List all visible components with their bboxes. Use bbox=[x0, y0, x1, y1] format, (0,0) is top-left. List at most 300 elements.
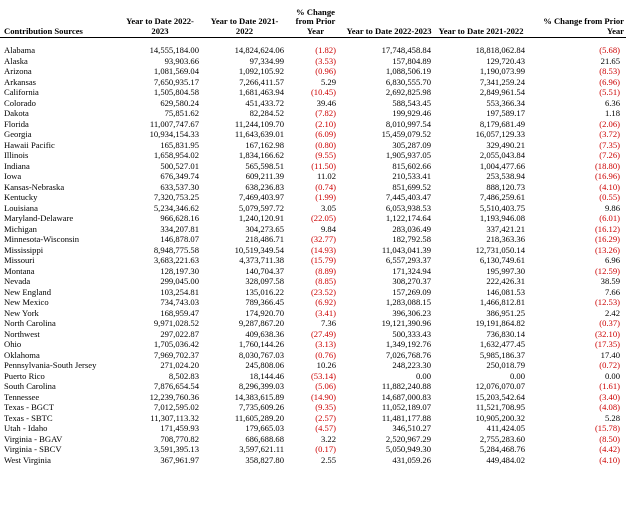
ytd-2022-a: 10,519,349.54 bbox=[234, 244, 284, 255]
source-name: New Mexico bbox=[4, 297, 49, 307]
pct-change-a: (10.45) bbox=[310, 87, 336, 97]
source-name: Texas - BGCT bbox=[4, 402, 54, 412]
table-row bbox=[0, 455, 626, 466]
table-row bbox=[0, 66, 626, 77]
ytd-2022-a: 7,735,609.26 bbox=[238, 402, 284, 412]
source-name: Michigan bbox=[4, 223, 37, 234]
source-name: Maryland-Delaware bbox=[4, 213, 74, 223]
pct-change-a: (9.55) bbox=[315, 150, 336, 160]
table-row bbox=[0, 150, 626, 161]
ytd-2023-a: 103,254.81 bbox=[160, 286, 199, 297]
pct-change-a: (6.09) bbox=[315, 129, 336, 139]
ytd-2022-a: 409,638.36 bbox=[245, 328, 284, 339]
ytd-2022-b: 337,421.21 bbox=[486, 223, 525, 234]
header-ytd-2023-a: Year to Date 2022-2023 bbox=[118, 0, 202, 38]
ytd-2023-a: 8,502.83 bbox=[168, 370, 199, 381]
source-name: North Carolina bbox=[4, 318, 56, 328]
pct-change-a: (6.92) bbox=[315, 297, 336, 307]
ytd-2022-a: 135,016.22 bbox=[245, 286, 284, 297]
table-row bbox=[0, 297, 626, 308]
table-row bbox=[0, 182, 626, 193]
ytd-2022-a: 328,097.58 bbox=[245, 276, 284, 286]
ytd-2022-b: 218,363.36 bbox=[486, 234, 525, 244]
ytd-2023-a: 7,876,654.54 bbox=[153, 381, 199, 391]
ytd-2023-b: 182,792.58 bbox=[392, 234, 431, 244]
pct-change-b: (17.35) bbox=[594, 339, 620, 349]
ytd-2023-b: 11,052,189.07 bbox=[381, 402, 431, 412]
pct-change-b: (3.40) bbox=[599, 391, 620, 402]
ytd-2022-a: 638,236.83 bbox=[245, 181, 284, 192]
pct-change-a: (32.77) bbox=[310, 234, 336, 244]
pct-change-a: (3.13) bbox=[315, 339, 336, 349]
source-name: Montana bbox=[4, 265, 35, 276]
pct-change-a: (5.06) bbox=[315, 381, 336, 391]
ytd-2023-a: 271,024.20 bbox=[160, 360, 199, 370]
pct-change-a: (2.10) bbox=[315, 118, 336, 129]
ytd-2023-a: 708,770.82 bbox=[160, 433, 199, 444]
ytd-2023-b: 1,122,174.64 bbox=[385, 213, 431, 223]
source-name: Kansas-Nebraska bbox=[4, 181, 65, 192]
ytd-2023-a: 3,683,221.63 bbox=[153, 255, 199, 265]
ytd-2022-b: 253,538.94 bbox=[486, 171, 525, 181]
ytd-2023-a: 5,234,346.62 bbox=[153, 202, 199, 213]
ytd-2023-b: 8,010,997.54 bbox=[385, 118, 431, 129]
pct-change-a: (1.82) bbox=[315, 45, 336, 55]
ytd-2022-b: 736,830.14 bbox=[486, 328, 525, 339]
pct-change-a: (0.74) bbox=[315, 181, 336, 192]
source-name: Florida bbox=[4, 118, 29, 129]
source-name: Indiana bbox=[4, 160, 30, 171]
ytd-2022-b: 7,486,259.61 bbox=[479, 192, 525, 202]
source-name: Georgia bbox=[4, 129, 32, 139]
pct-change-a: (8.89) bbox=[315, 265, 336, 276]
ytd-2022-b: 19,191,864.82 bbox=[475, 318, 525, 328]
pct-change-a: (15.79) bbox=[310, 255, 336, 265]
ytd-2023-b: 346,510.27 bbox=[392, 423, 431, 433]
ytd-2022-b: 1,193,946.08 bbox=[479, 213, 525, 223]
ytd-2023-a: 14,555,184.00 bbox=[149, 45, 199, 55]
pct-change-a: (53.14) bbox=[310, 370, 336, 381]
ytd-2022-a: 686,688.68 bbox=[245, 433, 284, 444]
pct-change-a: (0.80) bbox=[315, 139, 336, 150]
pct-change-b: (7.35) bbox=[599, 139, 620, 150]
ytd-2023-b: 5,050,949.30 bbox=[385, 444, 431, 454]
ytd-2022-b: 329,490.21 bbox=[486, 139, 525, 150]
table-row bbox=[0, 329, 626, 340]
pct-change-a: 9.84 bbox=[320, 223, 336, 234]
pct-change-a: (3.41) bbox=[315, 307, 336, 318]
pct-change-b: 21.65 bbox=[600, 55, 620, 66]
ytd-2022-a: 565,598.51 bbox=[245, 160, 284, 171]
ytd-2023-a: 1,081,569.04 bbox=[153, 66, 199, 76]
ytd-2022-a: 5,079,597.72 bbox=[238, 202, 284, 213]
ytd-2023-b: 1,088,506.19 bbox=[385, 66, 431, 76]
ytd-2023-a: 9,971,028.52 bbox=[153, 318, 199, 328]
ytd-2023-a: 7,969,702.37 bbox=[153, 349, 199, 360]
ytd-2022-b: 8,179,681.49 bbox=[479, 118, 525, 129]
ytd-2023-a: 168,959.47 bbox=[160, 307, 199, 318]
source-name: Arkansas bbox=[4, 76, 36, 87]
ytd-2023-b: 0.00 bbox=[415, 370, 431, 381]
ytd-2022-a: 11,244,109.70 bbox=[234, 118, 284, 129]
pct-change-b: 17.40 bbox=[600, 349, 620, 360]
ytd-2022-b: 16,057,129.33 bbox=[475, 129, 525, 139]
ytd-2023-a: 367,961.97 bbox=[160, 454, 199, 465]
header-ytd-2022-b: Year to Date 2021-2022 bbox=[434, 0, 528, 38]
ytd-2023-a: 165,831.95 bbox=[160, 139, 199, 150]
pct-change-a: (0.17) bbox=[315, 444, 336, 454]
header-ytd-2023-b: Year to Date 2022-2023 bbox=[344, 0, 434, 38]
ytd-2023-a: 3,591,395.13 bbox=[153, 444, 199, 454]
ytd-2022-a: 218,486.71 bbox=[245, 234, 284, 244]
source-name: Alabama bbox=[4, 45, 36, 55]
ytd-2022-b: 250,018.79 bbox=[486, 360, 525, 370]
ytd-2023-a: 1,658,954.02 bbox=[153, 150, 199, 160]
pct-change-a: 7.36 bbox=[320, 318, 336, 328]
table-row bbox=[0, 119, 626, 130]
ytd-2023-b: 157,804.89 bbox=[392, 55, 431, 66]
source-name: Oklahoma bbox=[4, 349, 40, 360]
ytd-2022-a: 174,920.70 bbox=[245, 307, 284, 318]
source-name: Utah - Idaho bbox=[4, 423, 48, 433]
ytd-2022-b: 0.00 bbox=[509, 370, 525, 381]
pct-change-b: (0.37) bbox=[599, 318, 620, 328]
pct-change-a: (2.57) bbox=[315, 412, 336, 423]
source-name: Kentucky bbox=[4, 192, 38, 202]
pct-change-a: 11.02 bbox=[316, 171, 336, 181]
source-name: Louisiana bbox=[4, 202, 38, 213]
ytd-2022-a: 451,433.72 bbox=[245, 97, 284, 108]
pct-change-b: (4.10) bbox=[599, 454, 620, 465]
pct-change-a: (1.99) bbox=[315, 192, 336, 202]
ytd-2023-a: 93,903.66 bbox=[164, 55, 199, 66]
pct-change-a: (9.35) bbox=[315, 402, 336, 412]
source-name: Alaska bbox=[4, 55, 28, 66]
ytd-2023-a: 75,851.62 bbox=[164, 108, 199, 118]
ytd-2022-a: 9,287,867.20 bbox=[238, 318, 284, 328]
ytd-2023-b: 19,121,390.96 bbox=[381, 318, 431, 328]
table-row bbox=[0, 171, 626, 182]
source-name: Puerto Rico bbox=[4, 370, 45, 381]
pct-change-b: (1.61) bbox=[599, 381, 620, 391]
table-row bbox=[0, 77, 626, 88]
ytd-2022-a: 1,240,120.91 bbox=[238, 213, 284, 223]
pct-change-a: (14.90) bbox=[310, 391, 336, 402]
ytd-2022-b: 553,366.34 bbox=[486, 97, 525, 108]
source-name: Hawaii Pacific bbox=[4, 139, 55, 150]
pct-change-b: 2.42 bbox=[604, 307, 620, 318]
source-name: Mississippi bbox=[4, 244, 44, 255]
ytd-2022-b: 10,905,200.32 bbox=[475, 412, 525, 423]
ytd-2022-a: 7,469,403.97 bbox=[238, 192, 284, 202]
ytd-2023-b: 588,543.45 bbox=[392, 97, 431, 108]
ytd-2023-b: 2,692,825.98 bbox=[385, 87, 431, 97]
ytd-2023-a: 11,307,113.32 bbox=[150, 412, 199, 423]
table-row bbox=[0, 423, 626, 434]
source-name: New York bbox=[4, 307, 39, 318]
ytd-2023-b: 6,053,938.53 bbox=[385, 202, 431, 213]
ytd-2022-a: 3,597,621.11 bbox=[239, 444, 284, 454]
ytd-2022-a: 1,092,105.92 bbox=[238, 66, 284, 76]
ytd-2023-b: 396,306.23 bbox=[392, 307, 431, 318]
pct-change-b: (18.80) bbox=[594, 160, 620, 171]
ytd-2023-b: 305,287.09 bbox=[392, 139, 431, 150]
ytd-2023-b: 210,533.41 bbox=[392, 171, 431, 181]
source-name: Iowa bbox=[4, 171, 22, 181]
table-row bbox=[0, 308, 626, 319]
ytd-2022-b: 7,341,259.24 bbox=[479, 76, 525, 87]
pct-change-a: 5.29 bbox=[320, 76, 336, 87]
table-row bbox=[0, 45, 626, 56]
ytd-2023-a: 629,580.24 bbox=[160, 97, 199, 108]
ytd-2022-b: 146,081.53 bbox=[486, 286, 525, 297]
table-row bbox=[0, 213, 626, 224]
pct-change-a: 3.05 bbox=[320, 202, 336, 213]
header-ytd-2022-a: Year to Date 2021-2022 bbox=[202, 0, 287, 38]
source-name: Illinois bbox=[4, 150, 29, 160]
ytd-2023-b: 11,481,177.88 bbox=[381, 412, 431, 423]
ytd-2023-b: 1,905,937.05 bbox=[385, 150, 431, 160]
pct-change-a: (3.53) bbox=[315, 55, 336, 66]
pct-change-b: (3.72) bbox=[599, 129, 620, 139]
ytd-2022-b: 449,484.02 bbox=[486, 454, 525, 465]
ytd-2023-a: 12,239,760.36 bbox=[149, 391, 199, 402]
pct-change-b: (4.42) bbox=[599, 444, 620, 454]
source-name: Texas - SBTC bbox=[4, 412, 53, 423]
table-row bbox=[0, 339, 626, 350]
ytd-2023-b: 248,223.30 bbox=[392, 360, 431, 370]
ytd-2022-a: 14,824,624.06 bbox=[234, 45, 284, 55]
pct-change-b: 0.00 bbox=[604, 370, 620, 381]
table-row bbox=[0, 203, 626, 214]
source-name: Virginia - BGAV bbox=[4, 433, 63, 444]
ytd-2022-a: 18,144.46 bbox=[249, 370, 284, 381]
table-row bbox=[0, 108, 626, 119]
ytd-2023-b: 199,929.46 bbox=[392, 108, 431, 118]
pct-change-b: (16.96) bbox=[594, 171, 620, 181]
source-name: New England bbox=[4, 286, 52, 297]
ytd-2022-a: 82,284.52 bbox=[249, 108, 284, 118]
ytd-2022-b: 888,120.73 bbox=[486, 181, 525, 192]
pct-change-b: (7.26) bbox=[599, 150, 620, 160]
table-row bbox=[0, 413, 626, 424]
ytd-2022-b: 1,466,812.81 bbox=[479, 297, 525, 307]
ytd-2022-b: 11,521,708.95 bbox=[475, 402, 525, 412]
table-row bbox=[0, 381, 626, 392]
pct-change-b: (2.06) bbox=[599, 118, 620, 129]
source-name: Tennessee bbox=[4, 391, 40, 402]
table-row bbox=[0, 161, 626, 172]
ytd-2023-a: 633,537.30 bbox=[160, 181, 199, 192]
ytd-2022-b: 5,284,468.76 bbox=[479, 444, 525, 454]
source-name: California bbox=[4, 87, 39, 97]
ytd-2023-a: 146,878.07 bbox=[160, 234, 199, 244]
ytd-2022-b: 5,985,186.37 bbox=[479, 349, 525, 360]
header-pct-a: % Change from Prior Year bbox=[287, 0, 344, 38]
ytd-2022-a: 140,704.37 bbox=[245, 265, 284, 276]
pct-change-b: (6.01) bbox=[599, 213, 620, 223]
ytd-2023-b: 11,882,240.88 bbox=[381, 381, 431, 391]
ytd-2023-b: 11,043,041.39 bbox=[381, 244, 431, 255]
ytd-2023-a: 299,045.00 bbox=[160, 276, 199, 286]
ytd-2023-b: 1,349,192.76 bbox=[385, 339, 431, 349]
pct-change-b: (32.10) bbox=[594, 328, 620, 339]
ytd-2023-b: 283,036.49 bbox=[392, 223, 431, 234]
ytd-2022-a: 609,211.39 bbox=[245, 171, 284, 181]
ytd-2022-b: 2,055,043.84 bbox=[479, 150, 525, 160]
table-body bbox=[0, 38, 626, 466]
table-header bbox=[0, 0, 626, 38]
table-row bbox=[0, 245, 626, 256]
source-name: Nevada bbox=[4, 276, 31, 286]
table-row bbox=[0, 98, 626, 109]
ytd-2022-b: 1,190,073.99 bbox=[479, 66, 525, 76]
ytd-2022-a: 97,334.99 bbox=[249, 55, 284, 66]
ytd-2022-b: 195,997.30 bbox=[486, 265, 525, 276]
source-name: Arizona bbox=[4, 66, 32, 76]
ytd-2022-a: 789,366.45 bbox=[245, 297, 284, 307]
ytd-2022-b: 1,004,477.66 bbox=[479, 160, 525, 171]
ytd-2022-b: 6,130,749.61 bbox=[479, 255, 525, 265]
ytd-2022-a: 358,827.80 bbox=[245, 454, 284, 465]
ytd-2022-a: 304,273.65 bbox=[245, 223, 284, 234]
pct-change-a: 10.26 bbox=[316, 360, 336, 370]
ytd-2022-a: 1,760,144.26 bbox=[238, 339, 284, 349]
pct-change-b: (8.50) bbox=[599, 433, 620, 444]
table-row bbox=[0, 224, 626, 235]
ytd-2023-a: 734,743.03 bbox=[160, 297, 199, 307]
ytd-2022-a: 1,681,463.94 bbox=[238, 87, 284, 97]
ytd-2022-a: 245,808.06 bbox=[245, 360, 284, 370]
ytd-2023-b: 15,459,079.52 bbox=[381, 129, 431, 139]
pct-change-b: 6.36 bbox=[604, 97, 620, 108]
ytd-2023-a: 7,650,935.17 bbox=[153, 76, 199, 87]
table-row bbox=[0, 350, 626, 361]
pct-change-b: (0.55) bbox=[599, 192, 620, 202]
ytd-2022-a: 8,030,767.03 bbox=[238, 349, 284, 360]
ytd-2023-b: 6,557,293.37 bbox=[385, 255, 431, 265]
table-row bbox=[0, 318, 626, 329]
pct-change-b: (5.68) bbox=[599, 45, 620, 55]
pct-change-b: (15.78) bbox=[594, 423, 620, 433]
table-row bbox=[0, 255, 626, 266]
ytd-2023-a: 7,320,753.25 bbox=[153, 192, 199, 202]
pct-change-b: (4.10) bbox=[599, 181, 620, 192]
header-pct-b: % Change from Prior Year bbox=[528, 0, 626, 38]
ytd-2023-b: 171,324.94 bbox=[392, 265, 431, 276]
ytd-2023-b: 17,748,458.84 bbox=[381, 45, 431, 55]
ytd-2023-b: 6,830,555.70 bbox=[385, 76, 431, 87]
ytd-2022-b: 15,203,542.64 bbox=[475, 391, 525, 402]
pct-change-b: 7.66 bbox=[604, 286, 620, 297]
pct-change-b: (6.96) bbox=[599, 76, 620, 87]
table-row bbox=[0, 129, 626, 140]
ytd-2022-a: 14,383,615.89 bbox=[234, 391, 284, 402]
pct-change-b: (16.29) bbox=[594, 234, 620, 244]
ytd-2023-b: 157,269.09 bbox=[392, 286, 431, 297]
table-row bbox=[0, 392, 626, 403]
table-row bbox=[0, 266, 626, 277]
ytd-2022-b: 129,720.43 bbox=[486, 55, 525, 66]
ytd-2022-a: 1,834,166.62 bbox=[238, 150, 284, 160]
source-name: Virginia - SBCV bbox=[4, 444, 62, 454]
header-source: Contribution Sources bbox=[0, 0, 118, 38]
pct-change-b: (5.51) bbox=[599, 87, 620, 97]
ytd-2023-b: 308,270.37 bbox=[392, 276, 431, 286]
ytd-2023-b: 7,026,768.76 bbox=[385, 349, 431, 360]
pct-change-a: (4.57) bbox=[315, 423, 336, 433]
ytd-2023-a: 334,207.81 bbox=[160, 223, 199, 234]
ytd-2023-a: 11,007,747.67 bbox=[149, 118, 199, 129]
pct-change-a: (14.93) bbox=[310, 244, 336, 255]
ytd-2022-a: 167,162.98 bbox=[245, 139, 284, 150]
ytd-2023-b: 851,699.52 bbox=[392, 181, 431, 192]
source-name: Dakota bbox=[4, 108, 29, 118]
pct-change-b: (8.53) bbox=[599, 66, 620, 76]
ytd-2022-a: 11,643,639.01 bbox=[234, 129, 284, 139]
pct-change-a: (8.85) bbox=[315, 276, 336, 286]
table-row bbox=[0, 371, 626, 382]
ytd-2023-b: 2,520,967.29 bbox=[385, 433, 431, 444]
pct-change-a: (23.52) bbox=[310, 286, 336, 297]
ytd-2022-a: 11,605,289.20 bbox=[234, 412, 284, 423]
ytd-2023-a: 10,934,154.33 bbox=[149, 129, 199, 139]
table-row bbox=[0, 140, 626, 151]
pct-change-b: (16.12) bbox=[594, 223, 620, 234]
pct-change-b: (12.53) bbox=[594, 297, 620, 307]
ytd-2022-b: 18,818,062.84 bbox=[475, 45, 525, 55]
pct-change-b: 1.18 bbox=[604, 108, 620, 118]
source-name: West Virginia bbox=[4, 454, 51, 465]
ytd-2022-a: 7,266,411.57 bbox=[239, 76, 284, 87]
pct-change-b: 5.28 bbox=[604, 412, 620, 423]
table-row bbox=[0, 444, 626, 455]
ytd-2023-a: 676,349.74 bbox=[160, 171, 199, 181]
source-name: Colorado bbox=[4, 97, 36, 108]
pct-change-a: 39.46 bbox=[316, 97, 336, 108]
source-name: Pennsylvania-South Jersey bbox=[4, 360, 97, 370]
pct-change-a: (0.76) bbox=[315, 349, 336, 360]
ytd-2022-b: 12,076,070.07 bbox=[475, 381, 525, 391]
ytd-2022-b: 12,731,050.14 bbox=[475, 244, 525, 255]
ytd-2023-a: 966,628.16 bbox=[160, 213, 199, 223]
ytd-2023-b: 500,333.43 bbox=[392, 328, 431, 339]
table-row bbox=[0, 87, 626, 98]
source-name: Ohio bbox=[4, 339, 22, 349]
ytd-2023-a: 500,527.01 bbox=[160, 160, 199, 171]
pct-change-a: (27.49) bbox=[310, 328, 336, 339]
pct-change-a: (7.82) bbox=[315, 108, 336, 118]
ytd-2023-a: 8,948,775.58 bbox=[153, 244, 199, 255]
ytd-2023-b: 815,602.66 bbox=[392, 160, 431, 171]
pct-change-b: 6.96 bbox=[604, 255, 620, 265]
table-row bbox=[0, 402, 626, 413]
table-row bbox=[0, 360, 626, 371]
pct-change-b: (0.72) bbox=[599, 360, 620, 370]
ytd-2022-b: 411,424.05 bbox=[486, 423, 525, 433]
ytd-2022-b: 1,632,477.45 bbox=[479, 339, 525, 349]
ytd-2022-b: 5,510,403.75 bbox=[479, 202, 525, 213]
ytd-2023-a: 1,705,036.42 bbox=[153, 339, 199, 349]
pct-change-b: (12.59) bbox=[594, 265, 620, 276]
ytd-2023-b: 1,283,088.15 bbox=[385, 297, 431, 307]
ytd-2022-a: 8,296,399.03 bbox=[238, 381, 284, 391]
ytd-2022-a: 179,665.03 bbox=[245, 423, 284, 433]
source-name: Minnesota-Wisconsin bbox=[4, 234, 80, 244]
ytd-2022-b: 222,426.31 bbox=[486, 276, 525, 286]
ytd-2023-a: 171,459.93 bbox=[160, 423, 199, 433]
ytd-2023-b: 431,059.26 bbox=[392, 454, 431, 465]
